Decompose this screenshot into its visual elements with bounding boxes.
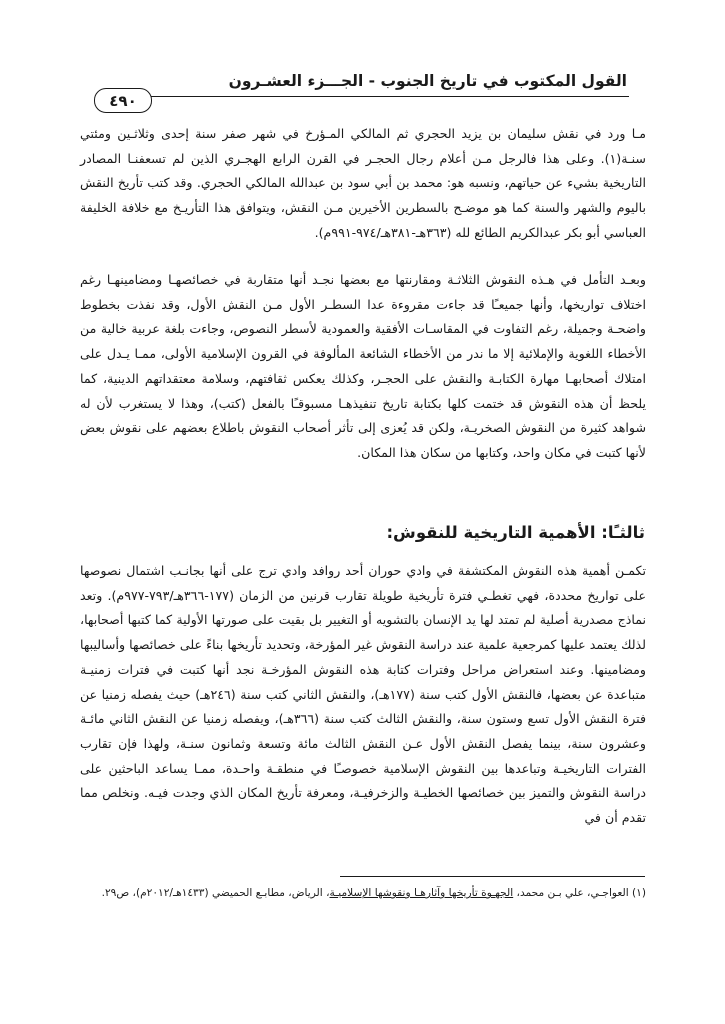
running-header-title: القول المكتوب في تاريخ الجنوب - الجـــزء العشـرون xyxy=(228,72,627,90)
paragraph-2: وبعـد التأمل في هـذه النقوش الثلاثـة ومقارنتها مع بعضها نجـد أنها متقاربة في خصائصهـا ومضامينهـا رغم اختلاف تواريخها، وأنها جميعـًا قد جاءت مقروءة عدا السطـر الأول مـن النقش الأول، وقد نفذت بخطوط واضحـة وجميلة، رغم التفاوت في المقاسـات الأفقية والعمودية لأسطر النصوص، وجاءت بلغة عربية خالية من الأخطاء اللغوية والإملائية إلا ما ندر من الأخطاء الشائعة المألوفة في القرون الإسلامية الأولى، ممـا يـدل على امتلاك أصحابهـا مهارة الكتابـة والنقش على الحجـر، وكذلك يعكس ثقافتهم، وسلامة معتقداتهم الدينية، كما يلحظ أن هذه النقوش قد ختمت كلها بكتابة تاريخ تنفيذهـا مسبوقـًا بالفعل (كتب)، وهذا لا يستغرب لأن له شواهد كثيرة من النقوش الصخريـة، ولكن قد يُعزى إلى تأثر أصحاب النقوش باطلاع بعضهم على نقوش بعض لأنها كتبت في مكان واحد، وكتابها من سكان هذا المكان. xyxy=(80,272,646,460)
header-divider xyxy=(100,96,629,97)
footnote-prefix: (١) العواجـي، علي بـن محمد، xyxy=(513,887,646,899)
footnote-suffix: ، الرياض، مطابـع الحميضي (١٤٣٣هـ/٢٠١٢م)، ص٢٩. xyxy=(101,887,330,899)
footnote-book-title: الجهـوة تأريخها وآثارهـا ونقوشها الإسلاميـة xyxy=(329,887,514,899)
paragraph-3: تكمـن أهمية هذه النقوش المكتشفة في وادي حوران أحد روافد وادي ترج على أنها بجانـب اشتمال نصوصها على تواريخ محددة، فهي تغطـي فترة تأريخية طويلة تقارب قرنين من الزمان (١٧٧-٣٦٦هـ/٧٩٣-٩٧٧م). وتعد نماذج مصدرية أصلية لم تمتد لها يد الإنسان بالتشويه أو التغيير بل بقيت على صورتها الأولية كما كتبها أصحابها، لذلك يعتمد عليها كمرجعية علمية عند دراسة النقوش غير المؤرخة، وتحديد تأريخها بناءً على خصائصها وأساليبها ومضامينها. وعند استعراض مراحل وفترات كتابة هذه النقوش المؤرخـة نجد أنها كتبت في فترات زمنيـة متباعدة عن بعضها، فالنقش الأول كتب سنة (١٧٧هـ)، والنقش الثاني كتب سنة (٢٤٦هـ) حيث يفصله زمنيا عن فترة النقش الأول تسع وستون سنة، والنقش الثالث كتب سنة (٣٦٦هـ)، ويفصله زمنيا عن النقش الثاني مائـة وعشرون سنة، بينما يفصل النقش الأول عـن النقش الثالث مائة وتسعة وثمانون سنـة، ولهذا فإن تقارب الفترات التاريخيـة وتباعدها بين النقوش الإسلامية خصوصـًا في منطقـة واحـدة، ممـا يساعد الباحثين على دراسة النقوش والتميز بين خصائصها الخطيـة والزخرفيـة، ومعرفة تأريخ المكان الذي وجدت فيـه. ونخلص مما تقدم أن في xyxy=(80,563,647,826)
section-heading: ثالثـًا: الأهمية التاريخية للنقوش: xyxy=(386,523,645,542)
paragraph-1: مـا ورد في نقش سليمان بن يزيد الحجري ثم المالكي المـؤرخ في شهر صفر سنة إحدى وثلاثـين ومئتي سنـة(١). وعلى هذا فالرجل مـن أعلام رجال الحجـر في القرن الرابع الهجـري الذين لم تسعفنـا المصادر التاريخية بشيء عن حياتهم، ونسبه هو: محمد بن أبي سود بن عبدالله المالكي الحجري. وقد كتب تأريخ النقش باليوم والشهر والسنة كما هو موضـح بالسطرين الأخيرين مـن النقش، ويتوافق هذا التأريـخ مع خلافة الخليفة العباسي أبو بكر عبدالكريم الطائع لله (٣٦٣هـ-٣٨١هـ/٩٧٤-٩٩١م). xyxy=(80,126,646,240)
footnote xyxy=(80,883,646,903)
footnote-divider xyxy=(340,876,645,877)
page-number: ٤٩٠ xyxy=(94,88,152,113)
